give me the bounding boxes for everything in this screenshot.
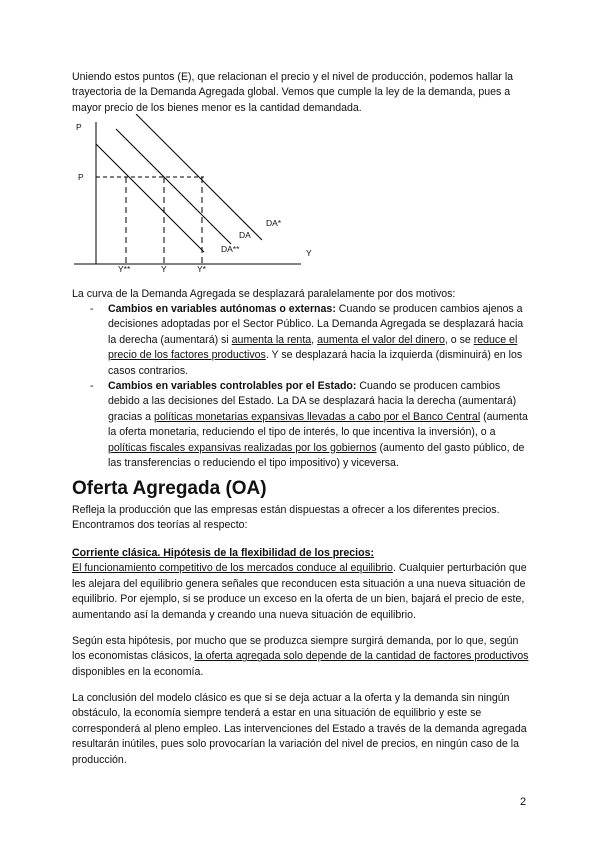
- aggregate-demand-graph: [66, 114, 316, 274]
- curve-label-da: DA: [239, 230, 251, 240]
- axis-label-p: P: [76, 122, 82, 132]
- curve-da-star-star: [96, 144, 204, 252]
- curve-da: [116, 129, 231, 244]
- intro-paragraph: Uniendo estos puntos (E), que relacionan el precio y el nivel de producción, podemos hallar la trayectoria de la Demanda Agregada global. Vemos que cumple la ley de la demanda, pues a mayor precio de los bienes menor es la cantidad demandada.: [72, 71, 514, 114]
- tick-y: Y: [161, 264, 167, 274]
- motive-item-state: - Cambios en variables controlables por el Estado: Cuando se producen cambios debido a las decisiones del Estado. La DA se desplazará hacia la derecha (aumentará) gracias a políticas monetarias expansivas llevadas a cabo por el Banco Central (aumenta la oferta monetaria, reduciendo el tipo de interés, lo que incentiva la inversión), o a políticas fiscales expansivas realizadas por los gobiernos (aumento del gasto público, de las transferencias o reduciendo el tipo impositivo) y viceversa.: [90, 380, 528, 470]
- motives-list: [90, 302, 532, 471]
- classic-heading: Corriente clásica. Hipótesis de la flexibilidad de los precios:: [72, 547, 375, 559]
- classic-paragraph: Corriente clásica. Hipótesis de la flexibilidad de los precios: El funcionamiento competitivo de los mercados conduce al equilibrio. Cualquier perturbación que les alejara del equilibrio genera señales que reconducen esta situación a una nueva situación de equilibrio. Por ejemplo, si se produce un exceso en la oferta de un bien, bajará el precio de este, aumentando así la demanda y creando una nueva situación de equilibrio.: [72, 546, 532, 623]
- curve-label-da-star-star: DA**: [221, 244, 240, 254]
- tick-y-star-star: Y**: [118, 264, 131, 274]
- shift-intro: La curva de la Demanda Agregada se desplazará paralelamente por dos motivos:: [72, 288, 456, 300]
- oa-heading: Oferta Agregada (OA): [72, 478, 267, 499]
- curve-label-da-star: DA*: [266, 218, 282, 228]
- axis-label-y: Y: [306, 248, 312, 258]
- motive-item-autonomous: - Cambios en variables autónomas o externas: Cuando se producen cambios ajenos a decisiones adoptadas por el Sector Público. La Demanda Agregada se desplazará hacia la derecha (aumentará) si aumenta la renta, aumenta el valor del dinero, o se reduce el precio de los factores productivos. Y se desplazará hacia la izquierda (disminuirá) en los casos contrarios.: [90, 303, 524, 377]
- oa-intro: Refleja la producción que las empresas están dispuestas a ofrecer a los diferentes precios. Encontramos dos teorías al respecto:: [72, 504, 500, 532]
- tick-y-star: Y*: [197, 264, 206, 274]
- conclusion-paragraph: La conclusión del modelo clásico es que si se deja actuar a la oferta y la demanda sin ningún obstáculo, la economía siempre tenderá a estar en una situación de equilibrio y este se corresponderá al pleno empleo. Las intervenciones del Estado a través de la demanda agregada resultarán inútiles, pues solo provocarían la variación del nivel de precios, en ningún caso de la producción.: [72, 692, 527, 766]
- price-tick-label: P: [78, 172, 84, 182]
- page-number: 2: [520, 796, 527, 808]
- hypothesis-paragraph: Según esta hipótesis, por mucho que se produzca siempre surgirá demanda, por lo que, según los economistas clásicos, la oferta agregada solo depende de la cantidad de factores productivos disponibles en la economía.: [72, 635, 529, 678]
